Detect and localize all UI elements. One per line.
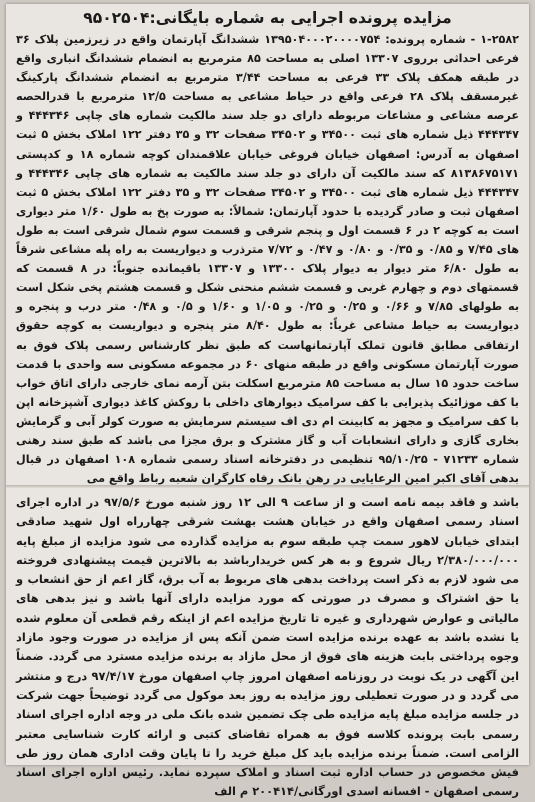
notice-upper bbox=[16, 8, 519, 488]
notice-title: مزایده پرونده اجرایی به شماره بایگانی:۹۵۰۲۵۰۴ bbox=[83, 9, 452, 27]
page-fold bbox=[6, 485, 529, 489]
newspaper-clipping bbox=[6, 4, 529, 799]
notice-body: ۱-۲۵۸۲ - شماره پرونده: ۱۳۹۵۰۴۰۰۰۲۰۰۰۰۷۵۴ ششدانگ آپارتمان واقع در زیرزمین پلاک ۳۶ فرعی احداثی برروی ۱۳۳۰۷ اصلی به مساحت ۸۵ مترمربع به انضمام ششدانگ انباری واقع در طبقه همکف پلاک ۳۳ فرعی به مساحت ۳/۴۴ مترمربع به انضمام ششدانگ پارکینگ غیرمسقف پلاک ۲۸ فرعی واقع در حیاط مشاعی به مساحت ۱۲/۵ مترمربع با قدرالحصه عرصه مشاعی و مشاعات مربوطه دارای دو جلد سند مالکیت شماره های چاپی ۴۴۴۳۴۶ و ۴۴۴۳۴۷ ذیل شماره های ثبت ۳۴۵۰۰ و ۳۴۵۰۲ صفحات ۳۲ و ۳۵ دفتر ۱۲۲ املاک بخش ۵ ثبت اصفهان به آدرس: اصفهان خیابان فروغی خیابان علاقمندان کوچه شماره ۱۸ و کدپستی ۸۱۳۸۶۷۵۱۷۱ که سند مالکیت آن دارای دو جلد سند مالکیت به شماره های چاپی ۴۴۴۳۴۶ و ۴۴۴۳۴۷ ذیل شماره های ثبت ۳۴۵۰۰ و ۳۴۵۰۲ صفحات ۳۲ و ۳۵ دفتر ۱۲۲ املاک بخش ۵ ثبت اصفهان ثبت و صادر گردیده با حدود آپارتمان: شمالاً: به صورت پخ به طول ۱/۶۰ متر دیواری است به کوچه ۲ در ۶ قسمت اول و پنجم شرقی و قسمت سوم شمال شرقی است به طول های ۷/۴۵ و ۰/۸۵ و ۰/۳۵ و ۰/۸۰ و ۰/۴۷ و ۷/۷۲ مترذرب و دیواریست به راه پله مشاعی شرقاً به طول ۶/۸۰ متر دیوار به دیوار پلاک ۱۳۳۰۰ و ۱۳۳۰۷ باقیمانده جنوباً: در ۸ قسمت که قسمتهای دوم و چهارم غربی و قسمت ششم منحنی شکل و قسمت هشتم پخی شکل است به طولهای ۷/۸۵ و ۰/۶۶ و ۰/۲۵ و ۰/۲۵ و ۱/۰۵ و ۱/۶۰ و ۰/۵ و ۰/۴۸ متر درب و پنجره و دیواریست به حیاط مشاعی غرباً: به طول ۸/۴۰ متر پنجره و دیواریست به کوچه حقوق ارتفاقی مطابق قانون تملک آپارتمانهاست که طبق نظر کارشناس رسمی پلاک فوق به صورت آپارتمان مسکونی واقع در طبقه منهای ۶۰ در مجموعه مسکونی سه واحدی با قدمت ساخت حدود ۱۵ سال به مساحت ۸۵ مترمربع اسکلت بتن آرمه نمای خارجی دارای اتاق خواب با کف موزائیک پذیرایی با کف سرامیک دیوارهای داخلی با روکش کاغذ دیواری آشپزخانه اپن با کف سرامیک و مجهز به کابینت ام دی اف سیستم سرمایش به صورت کولر آبی و گرمایش بخاری گازی و دارای انشعابات آب و گاز مشترک و برق مجزا می باشد که طبق سند رهنی شماره ۷۱۲۳۳ - ۹۵/۱۰/۲۵ تنظیمی در دفترخانه اسناد رسمی شماره ۱۰۸ اصفهان در قبال بدهی آقای اکبر امین الرعایایی در رهن بانک رفاه کارگران شعبه رباط واقع می bbox=[16, 33, 520, 486]
notice-lower bbox=[16, 493, 519, 802]
notice-continuation: باشد و فاقد بیمه نامه است و از ساعت ۹ الی ۱۲ روز شنبه مورخ ۹۷/۵/۶ در اداره اجرای اسناد رسمی اصفهان واقع در خیابان هشت بهشت شرقی چهارراه اول شهید صادقی ابتدای خیابان لاهور سمت چپ طبقه سوم به مزایده گذارده می شود مزایده از مبلغ پایه ۲/۳۸۰/۰۰۰/۰۰۰ ریال شروع و به هر کس خریدارباشد به بالاترین قیمت پیشنهادی فروخته می شود لازم به ذکر است پرداخت بدهی های مربوط به آب برق، گاز اعم از حق انشعاب و یا حق اشتراک و مصرف در صورتی که مورد مزایده دارای آنها باشد و نیز بدهی های مالیاتی و عوارض شهرداری و غیره تا تاریخ مزایده اعم از اینکه رقم قطعی آن معلوم شده یا نشده باشد به عهده برنده مزایده است ضمن آنکه پس از مزایده در صورت وجود مازاد وجوه پرداختی بابت هزینه های فوق از محل مازاد به برنده مزایده مسترد می گردد. ضمناً این آگهی در یک نوبت در روزنامه اصفهان امروز چاپ اصفهان مورخ ۹۷/۴/۱۷ درج و منتشر می گردد و در صورت تعطیلی روز مزایده به روز بعد موکول می گردد توضیحاً جهت شرکت در جلسه مزایده مبلغ پایه مزایده طی چک تضمین شده بانک ملی در وجه اداره اجرای اسناد رسمی بابت پرونده کلاسه فوق به همراه تقاضای کتبی و ارائه کارت شناسایی معتبر الزامی است. ضمناً برنده مزایده باید کل مبلغ خرید را تا پایان وقت اداری همان روز طی فیش مخصوص در حساب اداره ثبت اسناد و املاک سپرده نماید. رئیس اداره اجرای اسناد رسمی اصفهان - افسانه اسدی اورگانی/۲۰۰۴۱۴ م الف bbox=[16, 495, 519, 799]
